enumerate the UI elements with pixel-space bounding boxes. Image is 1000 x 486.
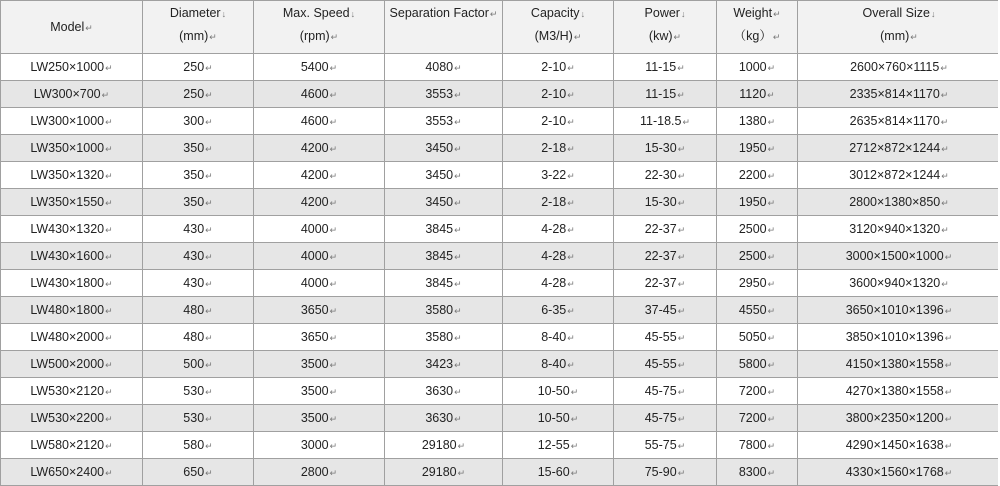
cell-power: 55-75↵ — [614, 432, 717, 459]
cell-value: 29180 — [421, 465, 457, 479]
column-header-max-speed: Max. Speed↓ (rpm)↵ — [254, 1, 385, 54]
cell-value: 15-60 — [537, 465, 570, 479]
cell-model: LW300×1000↵ — [1, 108, 143, 135]
cell-diameter: 350↵ — [143, 135, 254, 162]
cell-value: 1950 — [738, 141, 767, 155]
cell-model: LW480×1800↵ — [1, 297, 143, 324]
cell-overall-size: 3000×1500×1000↵ — [798, 243, 1000, 270]
cell-value: 3650×1010×1396 — [845, 303, 944, 317]
cell-value: 45-55 — [644, 330, 677, 344]
cell-value: 480 — [183, 303, 205, 317]
table-row — [1, 81, 1000, 108]
cell-power: 11-18.5↵ — [614, 108, 717, 135]
cell-model: LW430×1320↵ — [1, 216, 143, 243]
cell-diameter: 500↵ — [143, 351, 254, 378]
cell-value: 2635×814×1170 — [849, 114, 940, 128]
cell-value: 11-15 — [645, 87, 677, 101]
cell-capacity: 6-35↵ — [503, 297, 614, 324]
cell-value: 4080 — [425, 60, 454, 74]
cell-diameter: 530↵ — [143, 378, 254, 405]
cell-value: 3012×872×1244 — [849, 168, 941, 182]
cell-value: 2-10 — [541, 60, 567, 74]
cell-value: 8300 — [738, 465, 767, 479]
cell-value: LW350×1550 — [30, 195, 105, 209]
cell-value: 2-18 — [541, 195, 567, 209]
column-header-line1: Separation Factor — [389, 6, 489, 20]
cell-model: LW580×2120↵ — [1, 432, 143, 459]
cell-diameter: 250↵ — [143, 54, 254, 81]
cell-separation-factor: 3580↵ — [385, 324, 503, 351]
cell-value: 3630 — [425, 384, 454, 398]
cell-value: 4200 — [300, 195, 329, 209]
cell-value: 2712×872×1244 — [849, 141, 941, 155]
cell-diameter: 430↵ — [143, 270, 254, 297]
cell-value: 2335×814×1170 — [849, 87, 940, 101]
cell-model: LW350×1550↵ — [1, 189, 143, 216]
cell-value: 4270×1380×1558 — [845, 384, 944, 398]
cell-power: 75-90↵ — [614, 459, 717, 486]
cell-value: 4330×1560×1768 — [845, 465, 944, 479]
cell-value: 2950 — [738, 276, 767, 290]
cell-weight: 2500↵ — [717, 216, 798, 243]
cell-value: 22-37 — [644, 276, 677, 290]
cell-value: 250 — [183, 60, 205, 74]
cell-value: 2600×760×1115 — [850, 60, 940, 74]
cell-weight: 4550↵ — [717, 297, 798, 324]
cell-value: 4-28 — [541, 249, 567, 263]
column-header-capacity: Capacity↓ (M3/H)↵ — [503, 1, 614, 54]
cell-separation-factor: 3630↵ — [385, 405, 503, 432]
cell-overall-size: 3650×1010×1396↵ — [798, 297, 1000, 324]
cell-capacity: 2-18↵ — [503, 189, 614, 216]
cell-value: LW430×1320 — [30, 222, 105, 236]
cell-value: 6-35 — [541, 303, 567, 317]
cell-value: 3500 — [300, 411, 329, 425]
table-row — [1, 351, 1000, 378]
cell-value: 3450 — [425, 168, 454, 182]
cell-diameter: 580↵ — [143, 432, 254, 459]
cell-max-speed: 4600↵ — [254, 108, 385, 135]
cell-value: 45-75 — [644, 384, 677, 398]
cell-separation-factor: 3845↵ — [385, 216, 503, 243]
cell-value: 300 — [183, 114, 205, 128]
cell-separation-factor: 3553↵ — [385, 108, 503, 135]
column-header-line1: Overall Size — [862, 6, 930, 20]
cell-value: 2500 — [738, 222, 767, 236]
cell-weight: 5050↵ — [717, 324, 798, 351]
cell-diameter: 300↵ — [143, 108, 254, 135]
cell-value: 4-28 — [541, 276, 567, 290]
cell-value: 3580 — [425, 330, 454, 344]
cell-diameter: 650↵ — [143, 459, 254, 486]
cell-power: 11-15↵ — [614, 81, 717, 108]
table-row — [1, 189, 1000, 216]
cell-value: 1000 — [738, 60, 767, 74]
cell-diameter: 250↵ — [143, 81, 254, 108]
cell-model: LW350×1320↵ — [1, 162, 143, 189]
table-row — [1, 216, 1000, 243]
cell-overall-size: 4270×1380×1558↵ — [798, 378, 1000, 405]
column-header-line1: Diameter — [169, 6, 221, 20]
column-header-diameter: Diameter↓ (mm)↵ — [143, 1, 254, 54]
cell-max-speed: 3650↵ — [254, 324, 385, 351]
cell-weight: 7800↵ — [717, 432, 798, 459]
cell-value: 2-10 — [541, 87, 567, 101]
cell-max-speed: 4200↵ — [254, 162, 385, 189]
cell-model: LW430×1800↵ — [1, 270, 143, 297]
table-row — [1, 243, 1000, 270]
column-header-line2: (M3/H) — [534, 29, 573, 43]
cell-value: 430 — [183, 276, 205, 290]
cell-model: LW430×1600↵ — [1, 243, 143, 270]
cell-value: 4000 — [300, 222, 329, 236]
cell-overall-size: 2712×872×1244↵ — [798, 135, 1000, 162]
table-header — [1, 1, 1000, 54]
cell-max-speed: 4200↵ — [254, 189, 385, 216]
cell-value: 3423 — [425, 357, 454, 371]
cell-power: 45-55↵ — [614, 351, 717, 378]
column-header-line1: Capacity — [530, 6, 580, 20]
cell-max-speed: 4000↵ — [254, 243, 385, 270]
cell-value: 430 — [183, 249, 205, 263]
cell-separation-factor: 3630↵ — [385, 378, 503, 405]
cell-overall-size: 2600×760×1115↵ — [798, 54, 1000, 81]
column-header-line1: Weight — [733, 6, 773, 20]
cell-value: LW500×2000 — [30, 357, 105, 371]
cell-weight: 5800↵ — [717, 351, 798, 378]
cell-value: LW530×2200 — [30, 411, 105, 425]
cell-value: 7800 — [738, 438, 767, 452]
column-header-overall-size: Overall Size↓ (mm)↵ — [798, 1, 1000, 54]
cell-power: 45-75↵ — [614, 378, 717, 405]
cell-value: 3450 — [425, 141, 454, 155]
cell-power: 45-75↵ — [614, 405, 717, 432]
cell-value: 2-18 — [541, 141, 567, 155]
cell-power: 37-45↵ — [614, 297, 717, 324]
cell-max-speed: 4600↵ — [254, 81, 385, 108]
cell-value: 4000 — [300, 276, 329, 290]
cell-value: 3500 — [300, 357, 329, 371]
cell-value: 250 — [183, 87, 205, 101]
cell-overall-size: 4290×1450×1638↵ — [798, 432, 1000, 459]
cell-capacity: 4-28↵ — [503, 270, 614, 297]
cell-value: 3600×940×1320 — [849, 276, 941, 290]
cell-value: 7200 — [738, 384, 767, 398]
cell-capacity: 2-10↵ — [503, 54, 614, 81]
cell-value: 4000 — [300, 249, 329, 263]
cell-value: 3845 — [425, 249, 454, 263]
cell-value: 530 — [183, 384, 205, 398]
cell-value: 55-75 — [644, 438, 677, 452]
cell-value: 4150×1380×1558 — [845, 357, 944, 371]
cell-value: 1120 — [739, 87, 767, 101]
cell-value: 5050 — [738, 330, 767, 344]
cell-overall-size: 3850×1010×1396↵ — [798, 324, 1000, 351]
cell-value: 530 — [183, 411, 205, 425]
cell-value: 29180 — [421, 438, 457, 452]
column-header-line1: Max. Speed — [282, 6, 350, 20]
cell-value: LW430×1600 — [30, 249, 105, 263]
cell-model: LW350×1000↵ — [1, 135, 143, 162]
cell-value: 3800×2350×1200 — [845, 411, 944, 425]
cell-value: 2800×1380×850 — [849, 195, 941, 209]
cell-max-speed: 3500↵ — [254, 405, 385, 432]
cell-value: 15-30 — [644, 195, 677, 209]
cell-value: LW580×2120 — [30, 438, 105, 452]
cell-value: LW530×2120 — [30, 384, 105, 398]
table-row — [1, 405, 1000, 432]
cell-value: 350 — [183, 195, 205, 209]
cell-max-speed: 3500↵ — [254, 351, 385, 378]
cell-separation-factor: 29180↵ — [385, 432, 503, 459]
cell-value: 10-50 — [537, 384, 570, 398]
cell-value: 7200 — [738, 411, 767, 425]
cell-value: 15-30 — [644, 141, 677, 155]
cell-value: 4550 — [738, 303, 767, 317]
table-row — [1, 432, 1000, 459]
cell-separation-factor: 3845↵ — [385, 270, 503, 297]
cell-separation-factor: 29180↵ — [385, 459, 503, 486]
cell-value: 3000 — [300, 438, 329, 452]
table-row — [1, 297, 1000, 324]
cell-value: 3500 — [300, 384, 329, 398]
cell-overall-size: 3800×2350×1200↵ — [798, 405, 1000, 432]
cell-capacity: 12-55↵ — [503, 432, 614, 459]
cell-model: LW500×2000↵ — [1, 351, 143, 378]
cell-value: 11-15 — [645, 60, 677, 74]
cell-model: LW480×2000↵ — [1, 324, 143, 351]
cell-model: LW250×1000↵ — [1, 54, 143, 81]
cell-value: 22-37 — [644, 249, 677, 263]
cell-value: 3630 — [425, 411, 454, 425]
cell-power: 22-37↵ — [614, 216, 717, 243]
cell-max-speed: 3650↵ — [254, 297, 385, 324]
cell-overall-size: 2635×814×1170↵ — [798, 108, 1000, 135]
cell-max-speed: 2800↵ — [254, 459, 385, 486]
table-row — [1, 459, 1000, 486]
table-row — [1, 135, 1000, 162]
cell-max-speed: 3500↵ — [254, 378, 385, 405]
cell-value: 3850×1010×1396 — [845, 330, 944, 344]
cell-weight: 1380↵ — [717, 108, 798, 135]
cell-value: LW300×1000 — [30, 114, 105, 128]
cell-weight: 1000↵ — [717, 54, 798, 81]
cell-power: 15-30↵ — [614, 189, 717, 216]
cell-weight: 1120↵ — [717, 81, 798, 108]
table-row — [1, 108, 1000, 135]
cell-value: 8-40 — [541, 357, 567, 371]
cell-separation-factor: 3423↵ — [385, 351, 503, 378]
cell-value: 5400 — [300, 60, 329, 74]
cell-value: 2-10 — [541, 114, 567, 128]
table-row — [1, 378, 1000, 405]
cell-diameter: 530↵ — [143, 405, 254, 432]
cell-value: 2200 — [738, 168, 767, 182]
cell-value: 350 — [183, 141, 205, 155]
cell-value: 8-40 — [541, 330, 567, 344]
cell-weight: 1950↵ — [717, 189, 798, 216]
cell-value: 22-37 — [644, 222, 677, 236]
cell-value: 3650 — [300, 303, 329, 317]
cell-value: 3553 — [425, 87, 454, 101]
cell-value: 3650 — [300, 330, 329, 344]
cell-overall-size: 3600×940×1320↵ — [798, 270, 1000, 297]
cell-value: 11-18.5 — [639, 114, 682, 128]
column-header-weight: Weight↵ （kg）↵ — [717, 1, 798, 54]
table-row — [1, 270, 1000, 297]
cell-power: 22-37↵ — [614, 243, 717, 270]
cell-value: 3-22 — [541, 168, 567, 182]
cell-value: 3450 — [425, 195, 454, 209]
cell-capacity: 2-10↵ — [503, 81, 614, 108]
cell-separation-factor: 3553↵ — [385, 81, 503, 108]
cell-value: 3000×1500×1000 — [845, 249, 944, 263]
column-header-power: Power↓ (kw)↵ — [614, 1, 717, 54]
cell-max-speed: 3000↵ — [254, 432, 385, 459]
cell-diameter: 430↵ — [143, 216, 254, 243]
cell-value: 45-55 — [644, 357, 677, 371]
cell-capacity: 2-10↵ — [503, 108, 614, 135]
cell-capacity: 4-28↵ — [503, 243, 614, 270]
cell-diameter: 350↵ — [143, 189, 254, 216]
cell-capacity: 8-40↵ — [503, 324, 614, 351]
cell-value: 10-50 — [537, 411, 570, 425]
cell-value: 4600 — [300, 114, 329, 128]
cell-value: 580 — [183, 438, 205, 452]
column-header-line2: (kw) — [648, 29, 673, 43]
cell-value: 5800 — [738, 357, 767, 371]
table-row — [1, 162, 1000, 189]
cell-power: 11-15↵ — [614, 54, 717, 81]
cell-model: LW530×2200↵ — [1, 405, 143, 432]
cell-weight: 1950↵ — [717, 135, 798, 162]
cell-weight: 7200↵ — [717, 378, 798, 405]
column-header-line2: （kg） — [733, 29, 772, 43]
cell-value: 4290×1450×1638 — [845, 438, 944, 452]
cell-separation-factor: 3450↵ — [385, 189, 503, 216]
cell-value: 3845 — [425, 276, 454, 290]
column-header-line2: (mm) — [179, 29, 209, 43]
cell-value: LW480×2000 — [30, 330, 105, 344]
cell-max-speed: 5400↵ — [254, 54, 385, 81]
cell-value: 430 — [183, 222, 205, 236]
cell-separation-factor: 3580↵ — [385, 297, 503, 324]
cell-value: 45-75 — [644, 411, 677, 425]
cell-power: 22-37↵ — [614, 270, 717, 297]
cell-value: 37-45 — [644, 303, 677, 317]
column-header-line2: (rpm) — [299, 29, 330, 43]
cell-model: LW300×700↵ — [1, 81, 143, 108]
column-header-separation-factor: Separation Factor↵ — [385, 1, 503, 54]
cell-max-speed: 4000↵ — [254, 270, 385, 297]
cell-weight: 2500↵ — [717, 243, 798, 270]
cell-value: 4200 — [300, 141, 329, 155]
cell-capacity: 10-50↵ — [503, 378, 614, 405]
cell-value: 3845 — [425, 222, 454, 236]
cell-diameter: 480↵ — [143, 297, 254, 324]
cell-value: 4-28 — [541, 222, 567, 236]
cell-capacity: 3-22↵ — [503, 162, 614, 189]
cell-overall-size: 4150×1380×1558↵ — [798, 351, 1000, 378]
cell-capacity: 15-60↵ — [503, 459, 614, 486]
cell-diameter: 430↵ — [143, 243, 254, 270]
cell-value: 4600 — [300, 87, 329, 101]
cell-value: 1950 — [738, 195, 767, 209]
cell-separation-factor: 4080↵ — [385, 54, 503, 81]
cell-value: 22-30 — [644, 168, 677, 182]
cell-separation-factor: 3845↵ — [385, 243, 503, 270]
cell-value: 3580 — [425, 303, 454, 317]
cell-capacity: 2-18↵ — [503, 135, 614, 162]
table-row — [1, 324, 1000, 351]
table-body — [1, 54, 1000, 486]
header-row — [1, 1, 1000, 54]
cell-separation-factor: 3450↵ — [385, 135, 503, 162]
cell-value: LW250×1000 — [30, 60, 105, 74]
column-header-line1: Model — [50, 19, 85, 34]
cell-power: 15-30↵ — [614, 135, 717, 162]
cell-overall-size: 2335×814×1170↵ — [798, 81, 1000, 108]
column-header-line1: Power — [644, 6, 680, 20]
cell-value: 2800 — [300, 465, 329, 479]
column-header-line2: (mm) — [880, 29, 910, 43]
cell-value: 650 — [183, 465, 205, 479]
cell-overall-size: 2800×1380×850↵ — [798, 189, 1000, 216]
cell-weight: 8300↵ — [717, 459, 798, 486]
column-header-model: Model↵ — [1, 1, 143, 54]
cell-capacity: 10-50↵ — [503, 405, 614, 432]
cell-value: 500 — [183, 357, 205, 371]
cell-weight: 7200↵ — [717, 405, 798, 432]
cell-capacity: 4-28↵ — [503, 216, 614, 243]
cell-max-speed: 4000↵ — [254, 216, 385, 243]
cell-value: LW300×700 — [33, 87, 101, 101]
cell-weight: 2950↵ — [717, 270, 798, 297]
cell-value: 3120×940×1320 — [849, 222, 941, 236]
cell-weight: 2200↵ — [717, 162, 798, 189]
cell-model: LW530×2120↵ — [1, 378, 143, 405]
cell-diameter: 480↵ — [143, 324, 254, 351]
cell-value: LW430×1800 — [30, 276, 105, 290]
cell-value: 3553 — [425, 114, 454, 128]
cell-value: 75-90 — [644, 465, 677, 479]
cell-value: LW350×1320 — [30, 168, 105, 182]
cell-value: LW480×1800 — [30, 303, 105, 317]
cell-value: 350 — [183, 168, 205, 182]
cell-diameter: 350↵ — [143, 162, 254, 189]
cell-model: LW650×2400↵ — [1, 459, 143, 486]
cell-value: LW350×1000 — [30, 141, 105, 155]
cell-value: 12-55 — [537, 438, 570, 452]
cell-value: LW650×2400 — [30, 465, 105, 479]
cell-overall-size: 3120×940×1320↵ — [798, 216, 1000, 243]
table-row — [1, 54, 1000, 81]
cell-power: 22-30↵ — [614, 162, 717, 189]
cell-overall-size: 4330×1560×1768↵ — [798, 459, 1000, 486]
cell-overall-size: 3012×872×1244↵ — [798, 162, 1000, 189]
cell-value: 2500 — [738, 249, 767, 263]
cell-value: 4200 — [300, 168, 329, 182]
cell-capacity: 8-40↵ — [503, 351, 614, 378]
cell-value: 1380 — [738, 114, 767, 128]
cell-separation-factor: 3450↵ — [385, 162, 503, 189]
cell-power: 45-55↵ — [614, 324, 717, 351]
cell-max-speed: 4200↵ — [254, 135, 385, 162]
cell-value: 480 — [183, 330, 205, 344]
